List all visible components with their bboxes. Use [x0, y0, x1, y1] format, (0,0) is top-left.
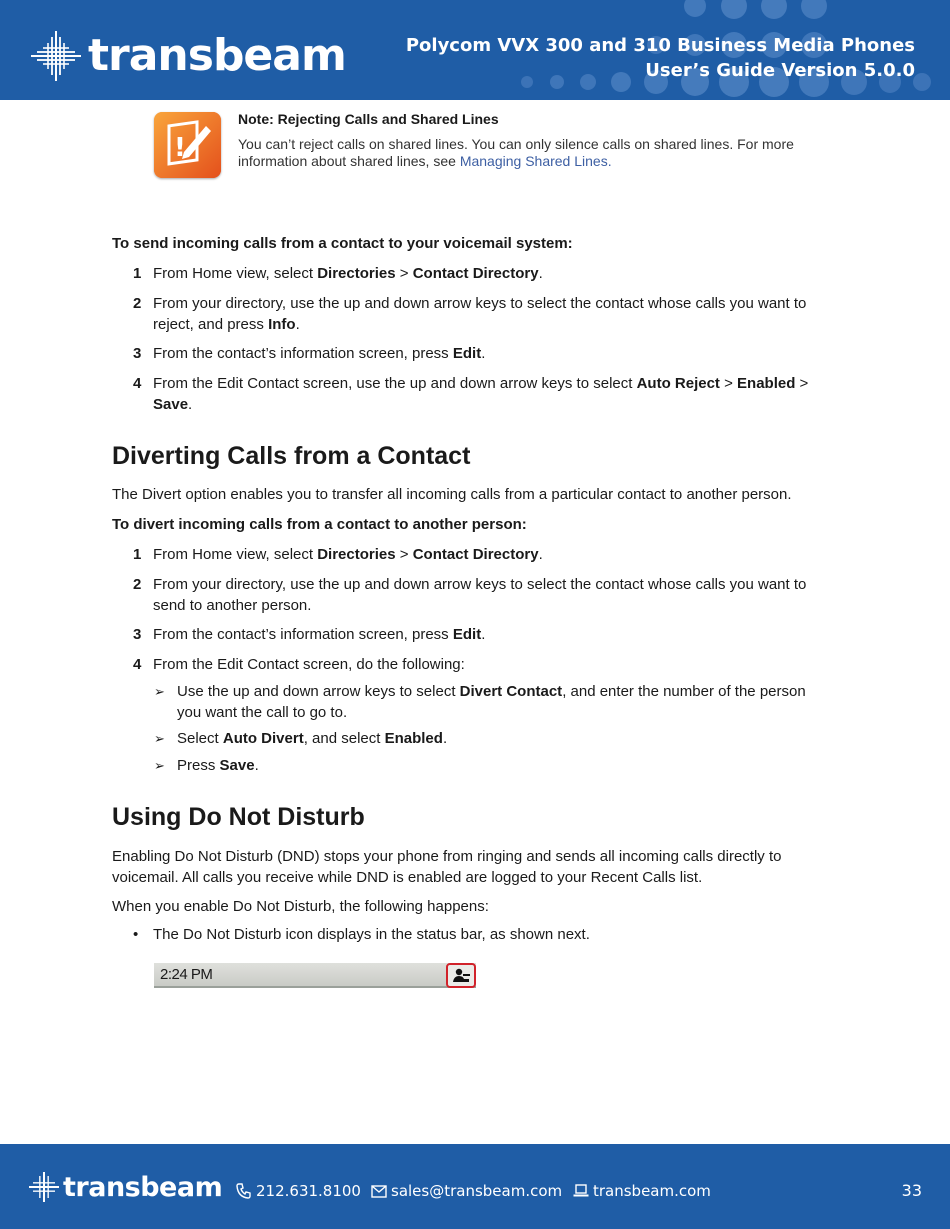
divert-description: The Divert option enables you to transfer all incoming calls from a particular contact to another person. [112, 486, 792, 503]
arrow-bullet-icon: ➢ [154, 731, 165, 746]
header-brand: transbeam [88, 30, 346, 81]
step-number: 4 [133, 656, 142, 673]
footer-phone[interactable]: 212.631.8100 [236, 1182, 361, 1200]
footer-email[interactable]: sales@transbeam.com [371, 1182, 562, 1200]
phone-icon [236, 1183, 252, 1199]
step-number: 4 [133, 375, 142, 392]
divert-substep-1: Use the up and down arrow keys to select Divert Contact, and enter the number of the person you want the call to go to. [177, 683, 806, 721]
bullet-icon: • [133, 926, 139, 943]
note-body: You can’t reject calls on shared lines. You can only silence calls on shared lines. For more information about shared lines, see Managing Shared Lines. [238, 136, 794, 169]
step-number: 3 [133, 345, 142, 362]
transbeam-burst-icon [30, 30, 82, 82]
reject-step-2: From your directory, use the up and down arrow keys to select the contact whose calls you want to reject, and press Info. [153, 295, 807, 333]
divert-substep-3: Press Save. [177, 757, 259, 774]
divert-substep-2: Select Auto Divert, and select Enabled. [177, 730, 448, 747]
note-title: Note: Rejecting Calls and Shared Lines [238, 111, 499, 127]
do-not-disturb-icon [446, 963, 476, 988]
note-pencil-icon [154, 112, 221, 178]
reject-step-3: From the contact’s information screen, press Edit. [153, 345, 486, 362]
divert-step-1: From Home view, select Directories > Contact Directory. [153, 546, 543, 563]
page-number: 33 [901, 1181, 922, 1200]
status-time: 2:24 PM [160, 966, 213, 983]
footer-website[interactable]: transbeam.com [573, 1182, 711, 1200]
document-title-line2: User’s Guide Version 5.0.0 [645, 60, 915, 81]
envelope-icon [371, 1185, 387, 1198]
arrow-bullet-icon: ➢ [154, 684, 165, 699]
divert-heading: Diverting Calls from a Contact [112, 442, 471, 470]
header-logo[interactable] [30, 30, 346, 82]
divert-procedure-intro: To divert incoming calls from a contact to another person: [112, 516, 527, 533]
dnd-paragraph-1: Enabling Do Not Disturb (DND) stops your phone from ringing and sends all incoming calls directly to voicemail. All calls you receive while DND is enabled are logged to your Recent Calls list. [112, 848, 782, 886]
page-footer [0, 1144, 950, 1229]
footer-brand: transbeam [63, 1171, 223, 1203]
step-number: 1 [133, 546, 142, 563]
divert-step-4: From the Edit Contact screen, do the following: [153, 656, 465, 673]
dnd-bullet-item: The Do Not Disturb icon displays in the status bar, as shown next. [153, 926, 590, 943]
step-number: 1 [133, 265, 142, 282]
reject-step-4: From the Edit Contact screen, use the up and down arrow keys to select Auto Reject > Enabled > Save. [153, 375, 809, 413]
dnd-paragraph-2: When you enable Do Not Disturb, the following happens: [112, 898, 489, 915]
step-number: 2 [133, 576, 142, 593]
footer-logo[interactable] [28, 1171, 222, 1203]
step-number: 2 [133, 295, 142, 312]
page-header [0, 0, 950, 100]
arrow-bullet-icon: ➢ [154, 758, 165, 773]
divert-step-3: From the contact’s information screen, press Edit. [153, 626, 486, 643]
reject-step-1: From Home view, select Directories > Contact Directory. [153, 265, 543, 282]
laptop-icon [573, 1184, 589, 1198]
dnd-heading: Using Do Not Disturb [112, 803, 365, 831]
transbeam-burst-icon [28, 1171, 60, 1203]
reject-procedure-intro: To send incoming calls from a contact to your voicemail system: [112, 235, 573, 252]
phone-status-bar [154, 963, 476, 988]
managing-shared-lines-link[interactable]: Managing Shared Lines [459, 153, 608, 169]
step-number: 3 [133, 626, 142, 643]
svg-text:!: ! [174, 133, 186, 163]
divert-step-2: From your directory, use the up and down arrow keys to select the contact whose calls you want to send to another person. [153, 576, 807, 614]
document-title [406, 33, 915, 83]
document-title-line1: Polycom VVX 300 and 310 Business Media Phones [405, 35, 915, 56]
